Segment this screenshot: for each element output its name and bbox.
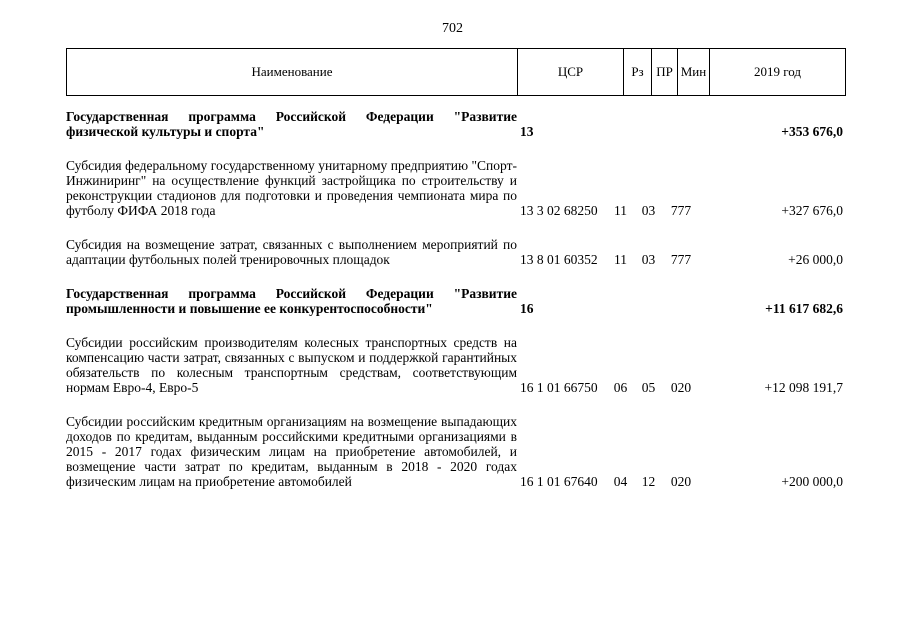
header-rz: Рз xyxy=(624,49,652,95)
table-row xyxy=(66,335,843,395)
row-amount: +327 676,0 xyxy=(781,203,843,218)
row-csr: 13 3 02 68250 xyxy=(520,203,598,218)
row-amount: +26 000,0 xyxy=(788,252,843,267)
row-min: 020 xyxy=(670,474,692,489)
table-row xyxy=(66,109,843,139)
row-min: 020 xyxy=(670,380,692,395)
row-rz: 04 xyxy=(613,474,628,489)
row-rz: 11 xyxy=(614,203,627,218)
header-name: Наименование xyxy=(67,49,518,95)
table-header xyxy=(66,48,846,96)
table-body xyxy=(66,104,843,489)
table-row xyxy=(66,414,843,489)
row-name: Государственная программа Российской Федерации "Развитие промышленности и повышение ее конкурентоспособности" xyxy=(66,286,517,316)
header-csr: ЦСР xyxy=(518,49,624,95)
row-pr: 03 xyxy=(641,252,656,267)
row-name: Субсидия федеральному государственному унитарному предприятию "Спорт-Инжиниринг" на осуществление функций застройщика по строительству и реконструкции стадионов для подготовки и проведения чемпионата мира по футболу ФИФА 2018 года xyxy=(66,158,517,218)
row-csr: 13 8 01 60352 xyxy=(520,252,598,267)
row-pr: 05 xyxy=(641,380,656,395)
header-min: Мин xyxy=(678,49,710,95)
row-pr: 12 xyxy=(641,474,656,489)
table-row xyxy=(66,237,843,267)
header-pr: ПР xyxy=(652,49,678,95)
row-name: Государственная программа Российской Федерации "Развитие физической культуры и спорта" xyxy=(66,109,517,139)
row-amount: +353 676,0 xyxy=(781,124,843,139)
row-name: Субсидии российским производителям колесных транспортных средств на компенсацию части затрат, связанных с выпуском и поддержкой гарантийных обязательств по колесным транспортным средствам, соответствующим нормам Евро-4, Евро-5 xyxy=(66,335,517,395)
row-min: 777 xyxy=(670,203,692,218)
header-year: 2019 год xyxy=(754,64,801,79)
row-pr: 03 xyxy=(641,203,656,218)
row-csr: 13 xyxy=(520,124,534,139)
table-row xyxy=(66,158,843,218)
row-csr: 16 1 01 67640 xyxy=(520,474,598,489)
row-rz: 06 xyxy=(613,380,628,395)
row-name: Субсидии российским кредитным организациям на возмещение выпадающих доходов по кредитам, выданным российскими кредитными организациями в 2015 - 2017 годах физическим лицам на приобретение автомобилей, и возмещение части затрат по кредитам, выданным в 2018 - 2020 годах физическим лицам на приобретение автомобилей xyxy=(66,414,517,489)
row-csr: 16 xyxy=(520,301,534,316)
row-amount: +200 000,0 xyxy=(781,474,843,489)
row-amount: +12 098 191,7 xyxy=(764,380,843,395)
row-min: 777 xyxy=(670,252,692,267)
row-name: Субсидия на возмещение затрат, связанных с выполнением мероприятий по адаптации футбольных полей тренировочных площадок xyxy=(66,237,517,267)
page-number: 702 xyxy=(442,21,463,36)
row-amount: +11 617 682,6 xyxy=(765,301,843,316)
row-rz: 11 xyxy=(614,252,627,267)
table-row xyxy=(66,286,843,316)
row-csr: 16 1 01 66750 xyxy=(520,380,598,395)
